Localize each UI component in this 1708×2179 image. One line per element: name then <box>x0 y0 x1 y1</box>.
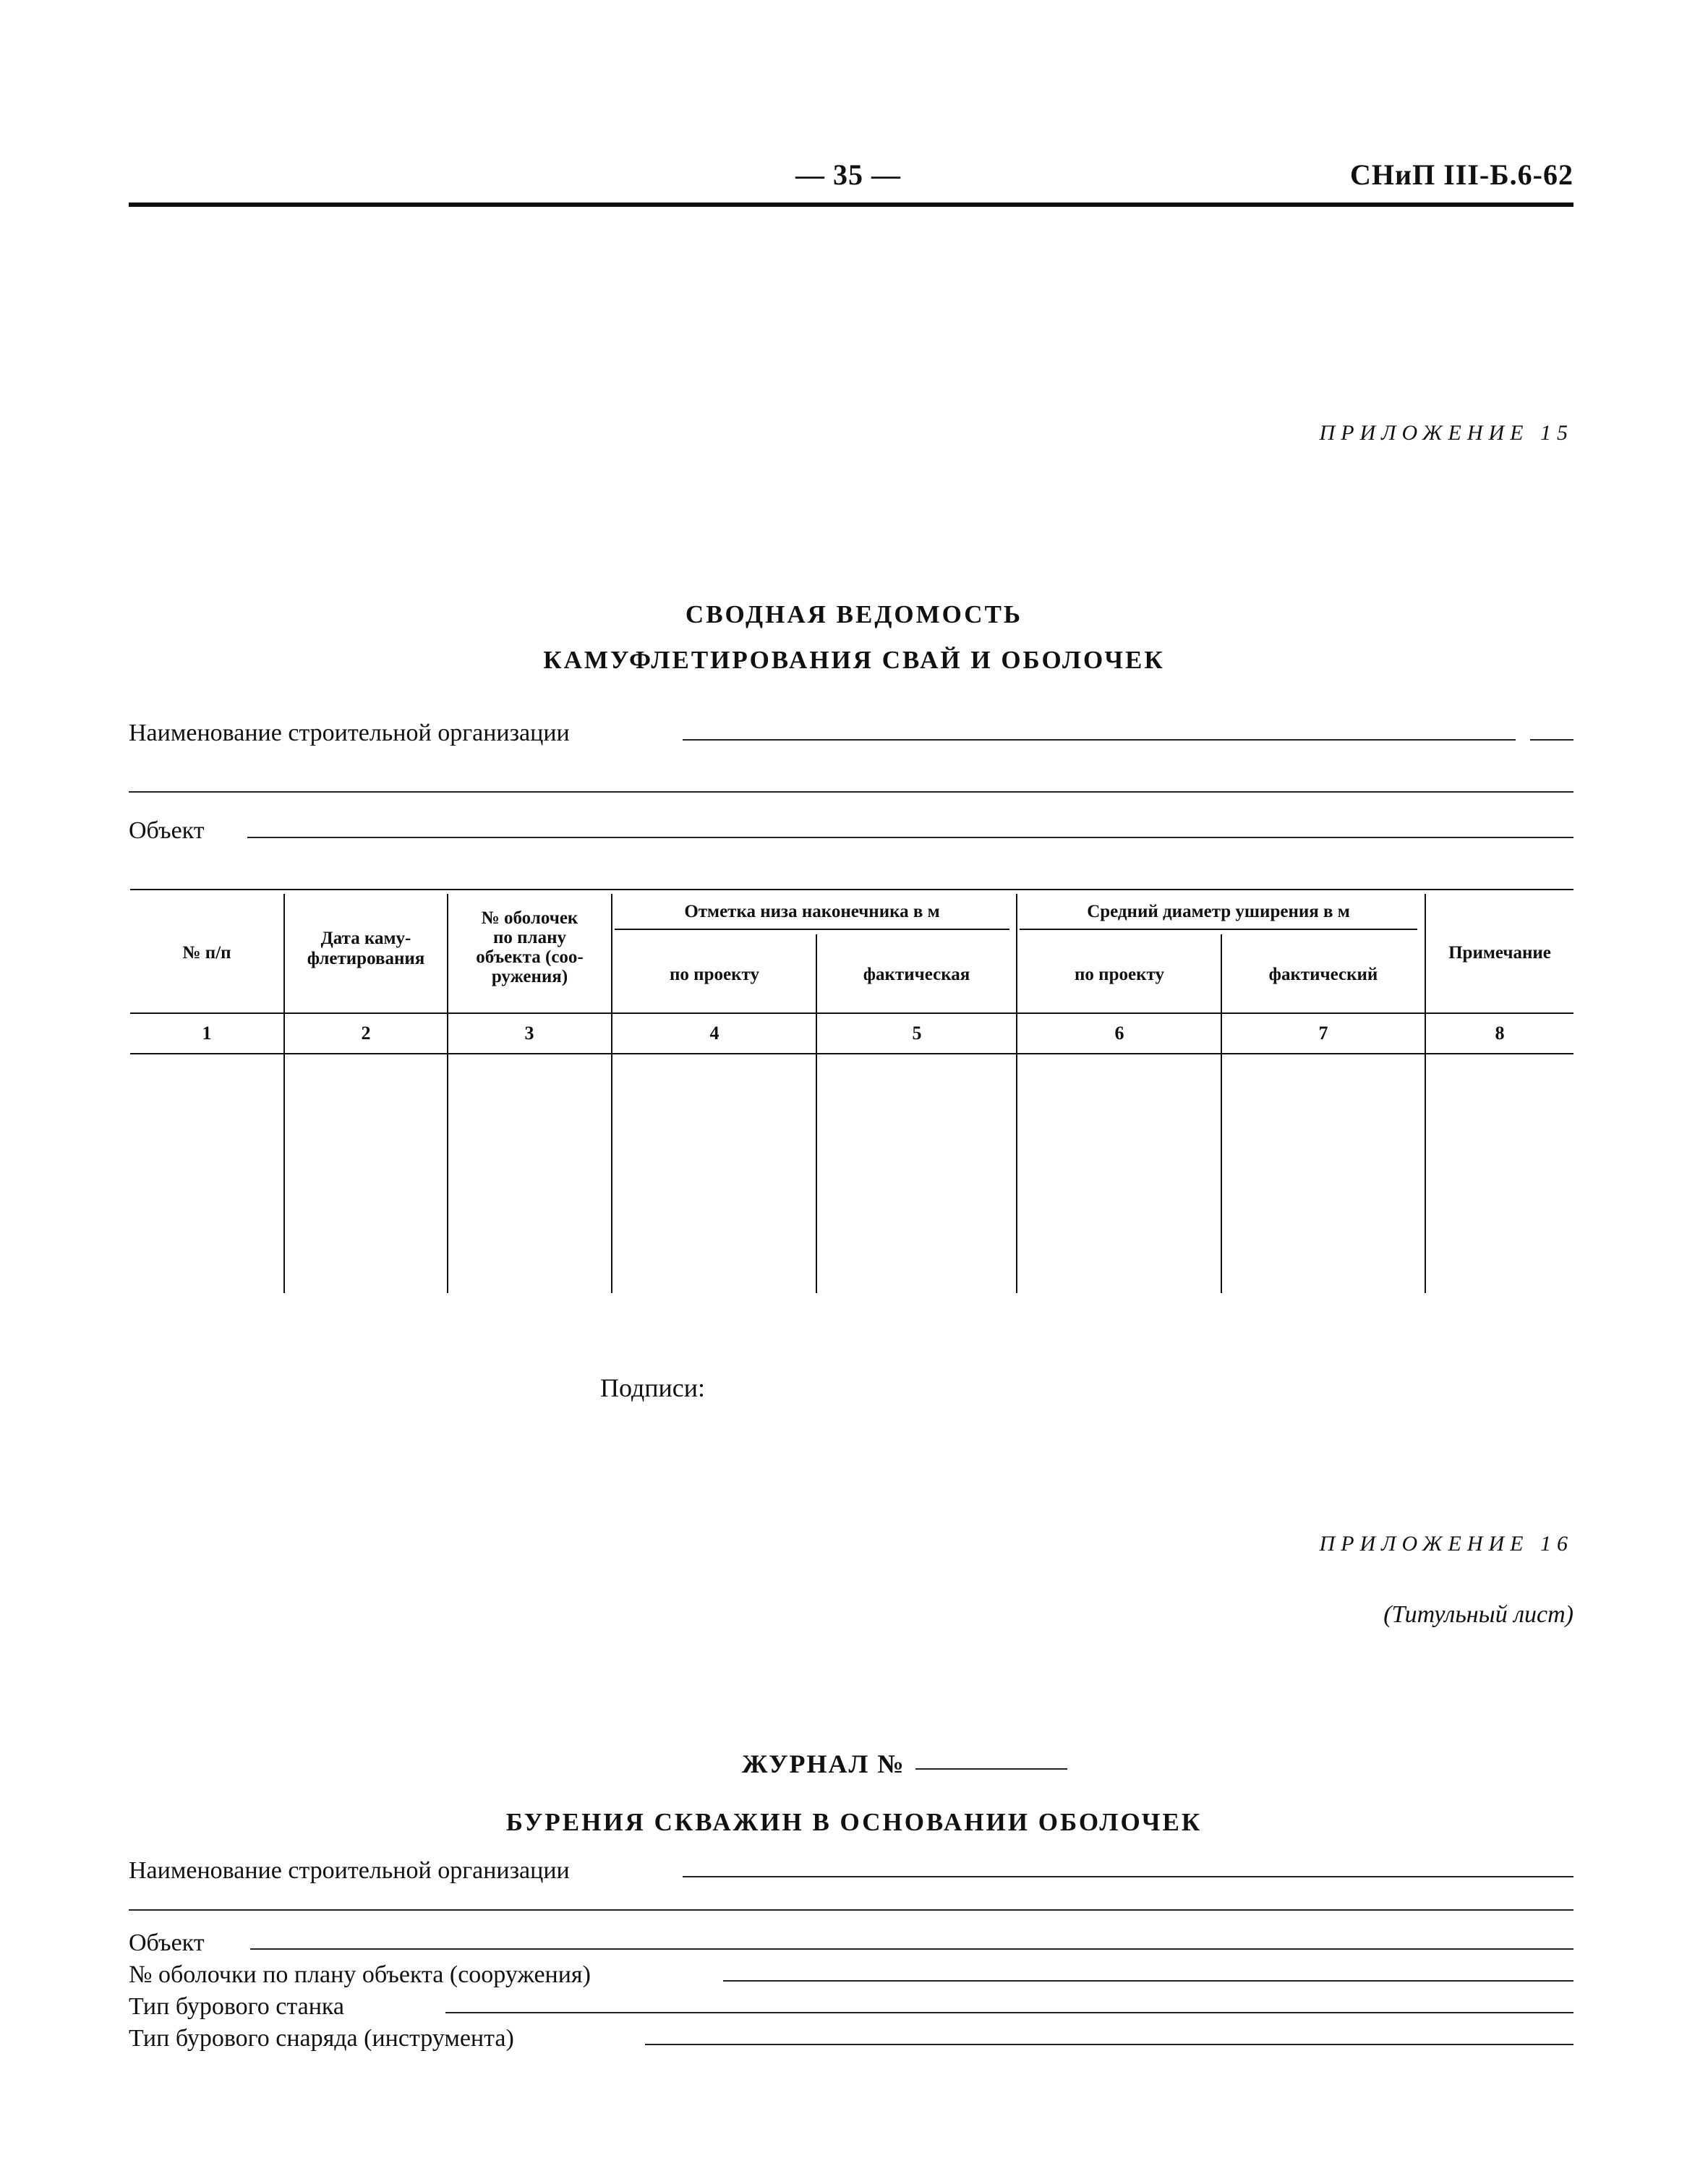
column-number-3: 3 <box>524 1023 534 1044</box>
appendix-15-label: ПРИЛОЖЕНИЕ 15 <box>1319 421 1574 445</box>
col-header-diameter-design: по проекту <box>1075 965 1164 984</box>
table-vline-4 <box>816 934 817 1293</box>
journal-number-line <box>915 1768 1067 1770</box>
summary-title-line2: КАМУФЛЕТИРОВАНИЯ СВАЙ И ОБОЛОЧЕК <box>543 646 1165 674</box>
table-top-rule <box>130 889 1574 890</box>
object-label: Объект <box>129 817 205 844</box>
column-number-7: 7 <box>1318 1023 1328 1044</box>
col-header-diameter-actual: фактический <box>1268 965 1378 984</box>
group1-underline <box>615 929 1009 930</box>
journal-title: ЖУРНАЛ № <box>742 1749 905 1778</box>
journal-shell-line <box>723 1980 1574 1982</box>
col-header-date-line2: флетирования <box>307 949 425 968</box>
table-numbers-bottom-rule <box>130 1053 1574 1054</box>
col-header-tip-actual: фактическая <box>863 965 970 984</box>
table-vline-5 <box>1016 894 1017 1293</box>
group2-underline <box>1020 929 1417 930</box>
appendix-16-label: ПРИЛОЖЕНИЕ 16 <box>1319 1532 1574 1556</box>
org-name-label: Наименование строительной организации <box>129 720 570 746</box>
header-rule <box>129 202 1574 207</box>
column-number-8: 8 <box>1495 1023 1505 1044</box>
journal-tool-label: Тип бурового снаряда (инструмента) <box>129 2025 514 2052</box>
journal-rig-label: Тип бурового станка <box>129 1993 344 2020</box>
column-number-6: 6 <box>1114 1023 1124 1044</box>
col-header-date-line1: Дата каму- <box>320 929 411 948</box>
org-name-line-2 <box>129 791 1574 793</box>
col-header-shell-line3: объекта (соо- <box>476 947 584 967</box>
journal-org-line <box>683 1876 1574 1877</box>
journal-tool-line <box>645 2044 1574 2045</box>
col-header-shell-line2: по плану <box>493 928 566 947</box>
document-id: СНиП III-Б.6-62 <box>1350 158 1574 191</box>
summary-title-line1: СВОДНАЯ ВЕДОМОСТЬ <box>685 600 1023 628</box>
table-vline-3 <box>611 894 612 1293</box>
title-sheet-note: (Титульный лист) <box>1383 1601 1574 1628</box>
group-header-diameter: Средний диаметр уширения в м <box>1087 902 1350 921</box>
col-header-shell-number <box>448 908 611 986</box>
column-number-5: 5 <box>912 1023 922 1044</box>
table-vline-6 <box>1221 934 1222 1293</box>
table-header-bottom-rule <box>130 1012 1574 1014</box>
org-name-line-end <box>1530 739 1574 741</box>
page-number: — 35 — <box>795 158 901 191</box>
signatures-label: Подписи: <box>600 1373 706 1402</box>
object-line <box>247 837 1574 838</box>
col-header-date <box>285 929 447 969</box>
col-header-note: Примечание <box>1448 943 1551 963</box>
journal-shell-label: № оболочки по плану объекта (сооружения) <box>129 1961 591 1988</box>
org-name-line <box>683 739 1516 741</box>
col-header-shell-line4: ружения) <box>491 967 568 986</box>
group-header-tip-level: Отметка низа наконечника в м <box>684 902 940 921</box>
column-number-4: 4 <box>709 1023 720 1044</box>
journal-subtitle: БУРЕНИЯ СКВАЖИН В ОСНОВАНИИ ОБОЛОЧЕК <box>505 1808 1203 1836</box>
journal-object-label: Объект <box>129 1929 205 1956</box>
column-number-1: 1 <box>202 1023 212 1044</box>
col-header-shell-line1: № оболочек <box>481 908 578 928</box>
journal-org-label: Наименование строительной организации <box>129 1857 570 1884</box>
journal-object-line <box>250 1948 1574 1950</box>
col-header-number: № п/п <box>182 943 231 963</box>
journal-rig-line <box>445 2012 1574 2013</box>
col-header-tip-design: по проекту <box>670 965 759 984</box>
column-number-2: 2 <box>361 1023 371 1044</box>
journal-org-line-2 <box>129 1909 1574 1911</box>
